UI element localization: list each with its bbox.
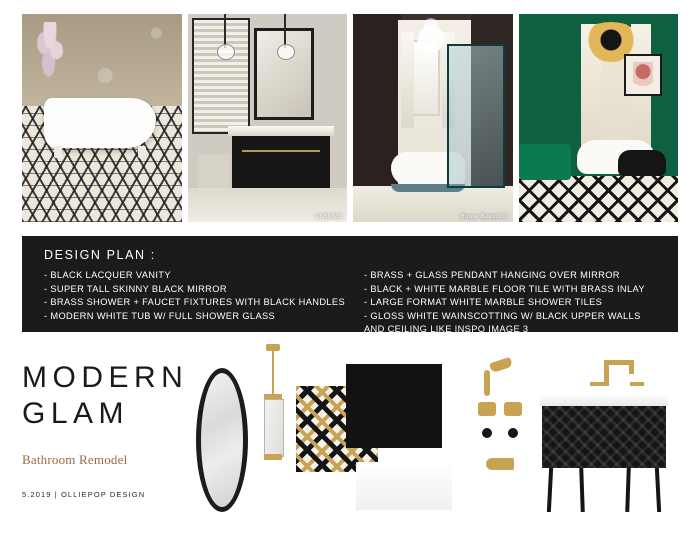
vanity-leg	[625, 468, 631, 512]
shower-head	[489, 357, 513, 373]
faucet-handle-left	[590, 382, 604, 386]
pendant-rod	[272, 351, 274, 399]
pendant-light-left	[224, 14, 226, 48]
green-sofa	[519, 144, 571, 180]
design-plan-columns	[44, 269, 660, 337]
shower-valve-right	[504, 402, 522, 416]
brass-glass-pendant	[262, 344, 284, 478]
vanity-leg	[579, 468, 585, 512]
design-plan-item: - BLACK LACQUER VANITY	[44, 270, 171, 280]
design-plan-right-list	[364, 269, 660, 337]
tub-feet	[52, 146, 148, 158]
image-credit: House Beautiful	[460, 214, 509, 220]
window-blinds	[192, 18, 250, 134]
tub-spout	[486, 458, 514, 470]
brass-shower-fixture-set	[478, 358, 548, 498]
faucet-downspout	[629, 364, 634, 374]
design-plan-item: - MODERN WHITE TUB W/ FULL SHOWER GLASS	[44, 310, 276, 321]
pendant-base	[264, 454, 282, 460]
design-plan-item: - GLOSS WHITE WAINSCOTTING W/ BLACK UPPER WALLS AND CEILING LIKE INSPO IMAGE 3	[364, 310, 641, 334]
image-credit: ATHOME	[314, 214, 343, 220]
design-plan-item: - LARGE FORMAT WHITE MARBLE SHOWER TILES	[364, 297, 603, 307]
inspiration-image-1	[22, 14, 182, 222]
vanity-stool	[198, 154, 230, 188]
vanity-countertop	[540, 394, 668, 406]
white-marble-swatch	[356, 462, 452, 510]
design-plan-panel	[22, 236, 678, 332]
design-plan-item: - BRASS SHOWER + FAUCET FIXTURES WITH BLACK HANDLES	[44, 297, 346, 307]
page-subtitle: Bathroom Remodel	[22, 452, 128, 467]
design-plan-item: - BLACK + WHITE MARBLE FLOOR TILE WITH BRASS INLAY	[364, 283, 645, 294]
flowers-decor	[32, 22, 68, 84]
pendant-canopy	[266, 344, 280, 351]
faucet-body	[604, 360, 609, 386]
shower-valve-left	[478, 402, 496, 416]
pendant-light-right	[284, 14, 286, 48]
inspiration-image-2	[188, 14, 348, 222]
crystal-chandelier	[414, 14, 448, 56]
design-plan-right-column	[352, 269, 660, 337]
graphic-tile-floor	[519, 176, 679, 222]
designer-credit: 5.2019 | OLLIEPOP DESIGN	[22, 490, 146, 499]
glass-shower	[447, 44, 505, 188]
black-swatch	[346, 364, 442, 448]
black-handle-right	[508, 428, 518, 438]
title-block	[22, 360, 192, 499]
faucet-handle-right	[630, 382, 644, 386]
black-oval-mirror	[196, 368, 248, 512]
pendant-glass-shade	[264, 399, 284, 457]
design-plan-title: DESIGN PLAN :	[44, 248, 156, 262]
framed-artwork	[624, 54, 662, 96]
black-lacquer-vanity	[540, 394, 668, 514]
design-plan-item: - BRASS + GLASS PENDANT HANGING OVER MIRROR	[364, 270, 620, 280]
design-plan-left-column	[44, 269, 352, 337]
vanity-leg	[547, 468, 553, 512]
vanity-cabinet	[542, 406, 666, 468]
drape-left	[401, 32, 414, 128]
black-handle-left	[482, 428, 492, 438]
vanity-countertop	[228, 126, 334, 136]
page-title-line-2: GLAM	[22, 397, 130, 430]
inspiration-image-4	[519, 14, 679, 222]
brass-widespread-faucet	[590, 360, 646, 394]
design-plan-item: - SUPER TALL SKINNY BLACK MIRROR	[44, 283, 227, 294]
inspiration-image-strip	[22, 14, 678, 222]
vanity-leg	[655, 468, 661, 512]
inspiration-image-3	[353, 14, 513, 222]
black-tub	[618, 150, 666, 176]
dark-vanity	[232, 136, 330, 188]
design-plan-left-list	[44, 269, 352, 323]
clawfoot-tub	[44, 98, 156, 148]
shower-arm	[484, 370, 490, 396]
page-title-line-1: MODERN	[22, 361, 189, 394]
